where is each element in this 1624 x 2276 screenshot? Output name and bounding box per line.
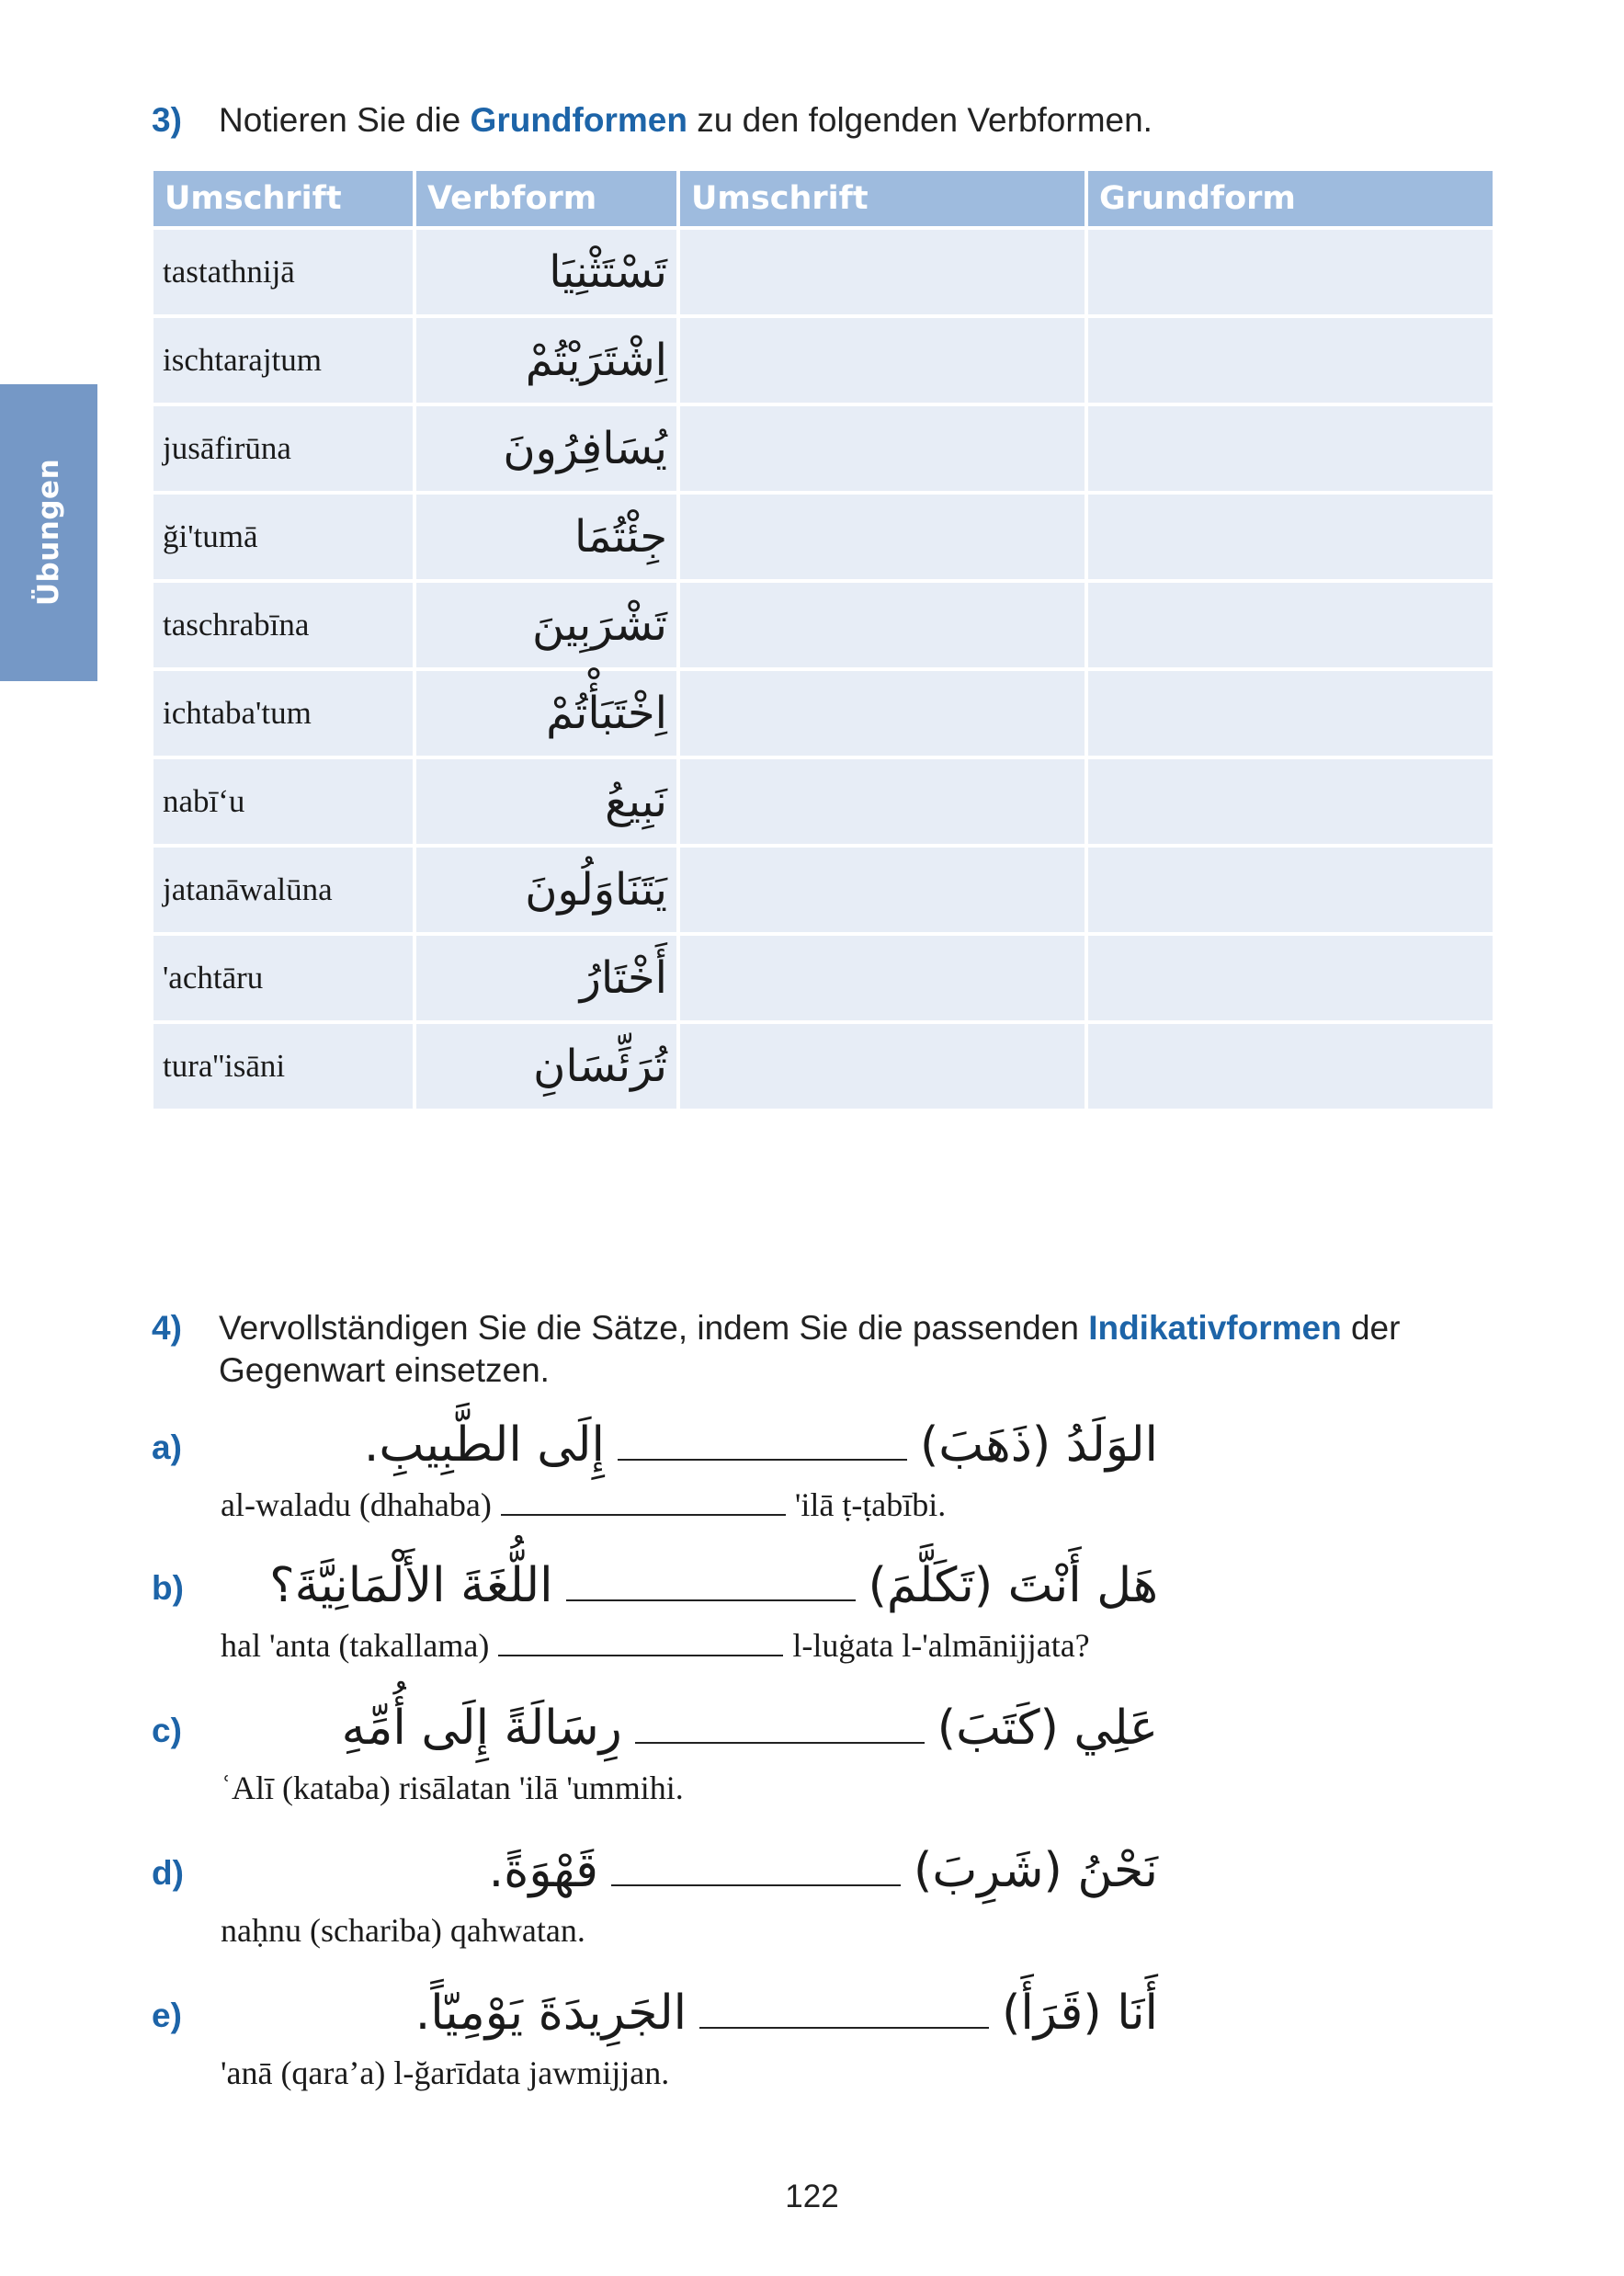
answer-blank[interactable] [635,1696,925,1744]
header-umschrift-1: Umschrift [153,171,413,226]
cell-umschrift-answer[interactable] [680,495,1085,579]
table-row [153,318,1493,403]
table-row [153,671,1493,756]
arabic-sentence: نَحْنُ (شَرِبَ)قَهْوَةً. [221,1834,1158,1907]
cell-umschrift: ichtaba'tum [153,671,413,756]
transliteration: hal 'anta (takallama) l-luġata l-'almānijjata? [221,1627,1090,1664]
cell-grundform-answer[interactable] [1088,1024,1493,1109]
cell-umschrift: taschrabīna [153,583,413,667]
table-row [153,495,1493,579]
transliteration: naḥnu (schariba) qahwatan. [221,1912,585,1949]
cell-umschrift-answer[interactable] [680,230,1085,314]
cell-grundform-answer[interactable] [1088,406,1493,491]
exercise-4-highlight: Indikativformen [1088,1309,1342,1347]
cell-umschrift-answer[interactable] [680,583,1085,667]
transliteration: ʿAlī (kataba) risālatan 'ilā 'ummihi. [221,1770,684,1806]
header-grundform: Grundform [1088,171,1493,226]
answer-blank[interactable] [566,1553,856,1601]
cell-grundform-answer[interactable] [1088,583,1493,667]
exercise-label: b) [152,1569,184,1607]
cell-grundform-answer[interactable] [1088,318,1493,403]
answer-blank[interactable] [618,1413,907,1461]
arabic-sentence: أَنَا (قَرَأَ)الجَرِيدَةَ يَوْمِيّاً. [221,1976,1158,2050]
arabic-sentence: الوَلَدُ (ذَهَبَ)إِلَى الطَّبِيبِ. [221,1408,1158,1482]
exercise-4-instruction [152,1307,1484,1392]
exercise-3-number: 3) [152,101,182,139]
side-tab-label: Übungen [32,458,65,607]
answer-blank[interactable] [699,1981,989,2029]
cell-umschrift-answer[interactable] [680,1024,1085,1109]
cell-umschrift-answer[interactable] [680,759,1085,844]
exercise-3-instruction [152,99,1484,142]
exercise-3-text: Notieren Sie die Grundformen zu den folgenden Verbformen. [219,101,1153,139]
table-row [153,759,1493,844]
table-row [153,406,1493,491]
cell-umschrift: tura''isāni [153,1024,413,1109]
cell-umschrift: jusāfirūna [153,406,413,491]
exercise-4-text: Vervollständigen Sie die Sätze, indem Sie die passenden Indikativformen der Gegenwart einsetzen. [219,1309,1401,1389]
header-verbform: Verbform [416,171,676,226]
cell-verbform: يُسَافِرُونَ [416,406,676,491]
table-row [153,1024,1493,1109]
exercise-label: a) [152,1428,182,1466]
exercise-4-number: 4) [152,1309,182,1347]
cell-umschrift-answer[interactable] [680,936,1085,1020]
cell-grundform-answer[interactable] [1088,936,1493,1020]
cell-umschrift: nabī‘u [153,759,413,844]
cell-grundform-answer[interactable] [1088,495,1493,579]
cell-umschrift: 'achtāru [153,936,413,1020]
page-number: 122 [785,2179,839,2214]
cell-umschrift: tastathnijā [153,230,413,314]
cell-verbform: اِشْتَرَيْتُمْ [416,318,676,403]
exercise-label: c) [152,1712,182,1749]
table-row [153,230,1493,314]
cell-umschrift-answer[interactable] [680,671,1085,756]
verb-forms-table [150,167,1496,1112]
table-row [153,848,1493,932]
cell-verbform: اِخْتَبَأْتُمْ [416,671,676,756]
table-row [153,583,1493,667]
cell-grundform-answer[interactable] [1088,671,1493,756]
cell-verbform: أَخْتَارُ [416,936,676,1020]
cell-umschrift: ği'tumā [153,495,413,579]
cell-verbform: جِئْتُمَا [416,495,676,579]
cell-verbform: تَشْرَبِينَ [416,583,676,667]
cell-grundform-answer[interactable] [1088,759,1493,844]
cell-verbform: تَسْتَثْنِيَا [416,230,676,314]
cell-umschrift-answer[interactable] [680,318,1085,403]
transliteration: al-waladu (dhahaba) 'ilā ṭ-ṭabībi. [221,1486,947,1523]
cell-umschrift-answer[interactable] [680,848,1085,932]
table-row [153,936,1493,1020]
cell-verbform: يَتَنَاوَلُونَ [416,848,676,932]
cell-umschrift-answer[interactable] [680,406,1085,491]
transliteration-blank[interactable] [498,1629,783,1656]
header-umschrift-2: Umschrift [680,171,1085,226]
side-tab-uebungen [0,384,97,681]
table-header-row [153,171,1493,226]
cell-verbform: تُرَئِّسَانِ [416,1024,676,1109]
exercise-label: e) [152,1997,182,2034]
exercise-3-highlight: Grundformen [470,101,687,139]
transliteration: 'anā (qara’a) l-ğarīdata jawmijjan. [221,2054,670,2091]
cell-grundform-answer[interactable] [1088,848,1493,932]
cell-umschrift: ischtarajtum [153,318,413,403]
transliteration-blank[interactable] [501,1488,786,1516]
exercise-label: d) [152,1854,184,1892]
answer-blank[interactable] [611,1838,901,1886]
cell-verbform: نَبِيعُ [416,759,676,844]
arabic-sentence: هَل أَنْتَ (تَكَلَّمَ)اللُّغَةَ الأَلْمَانِيَّةَ؟ [221,1549,1158,1622]
arabic-sentence: عَلِي (كَتَبَ)رِسَالَةً إِلَى أُمِّهِ [221,1691,1158,1765]
cell-grundform-answer[interactable] [1088,230,1493,314]
cell-umschrift: jatanāwalūna [153,848,413,932]
